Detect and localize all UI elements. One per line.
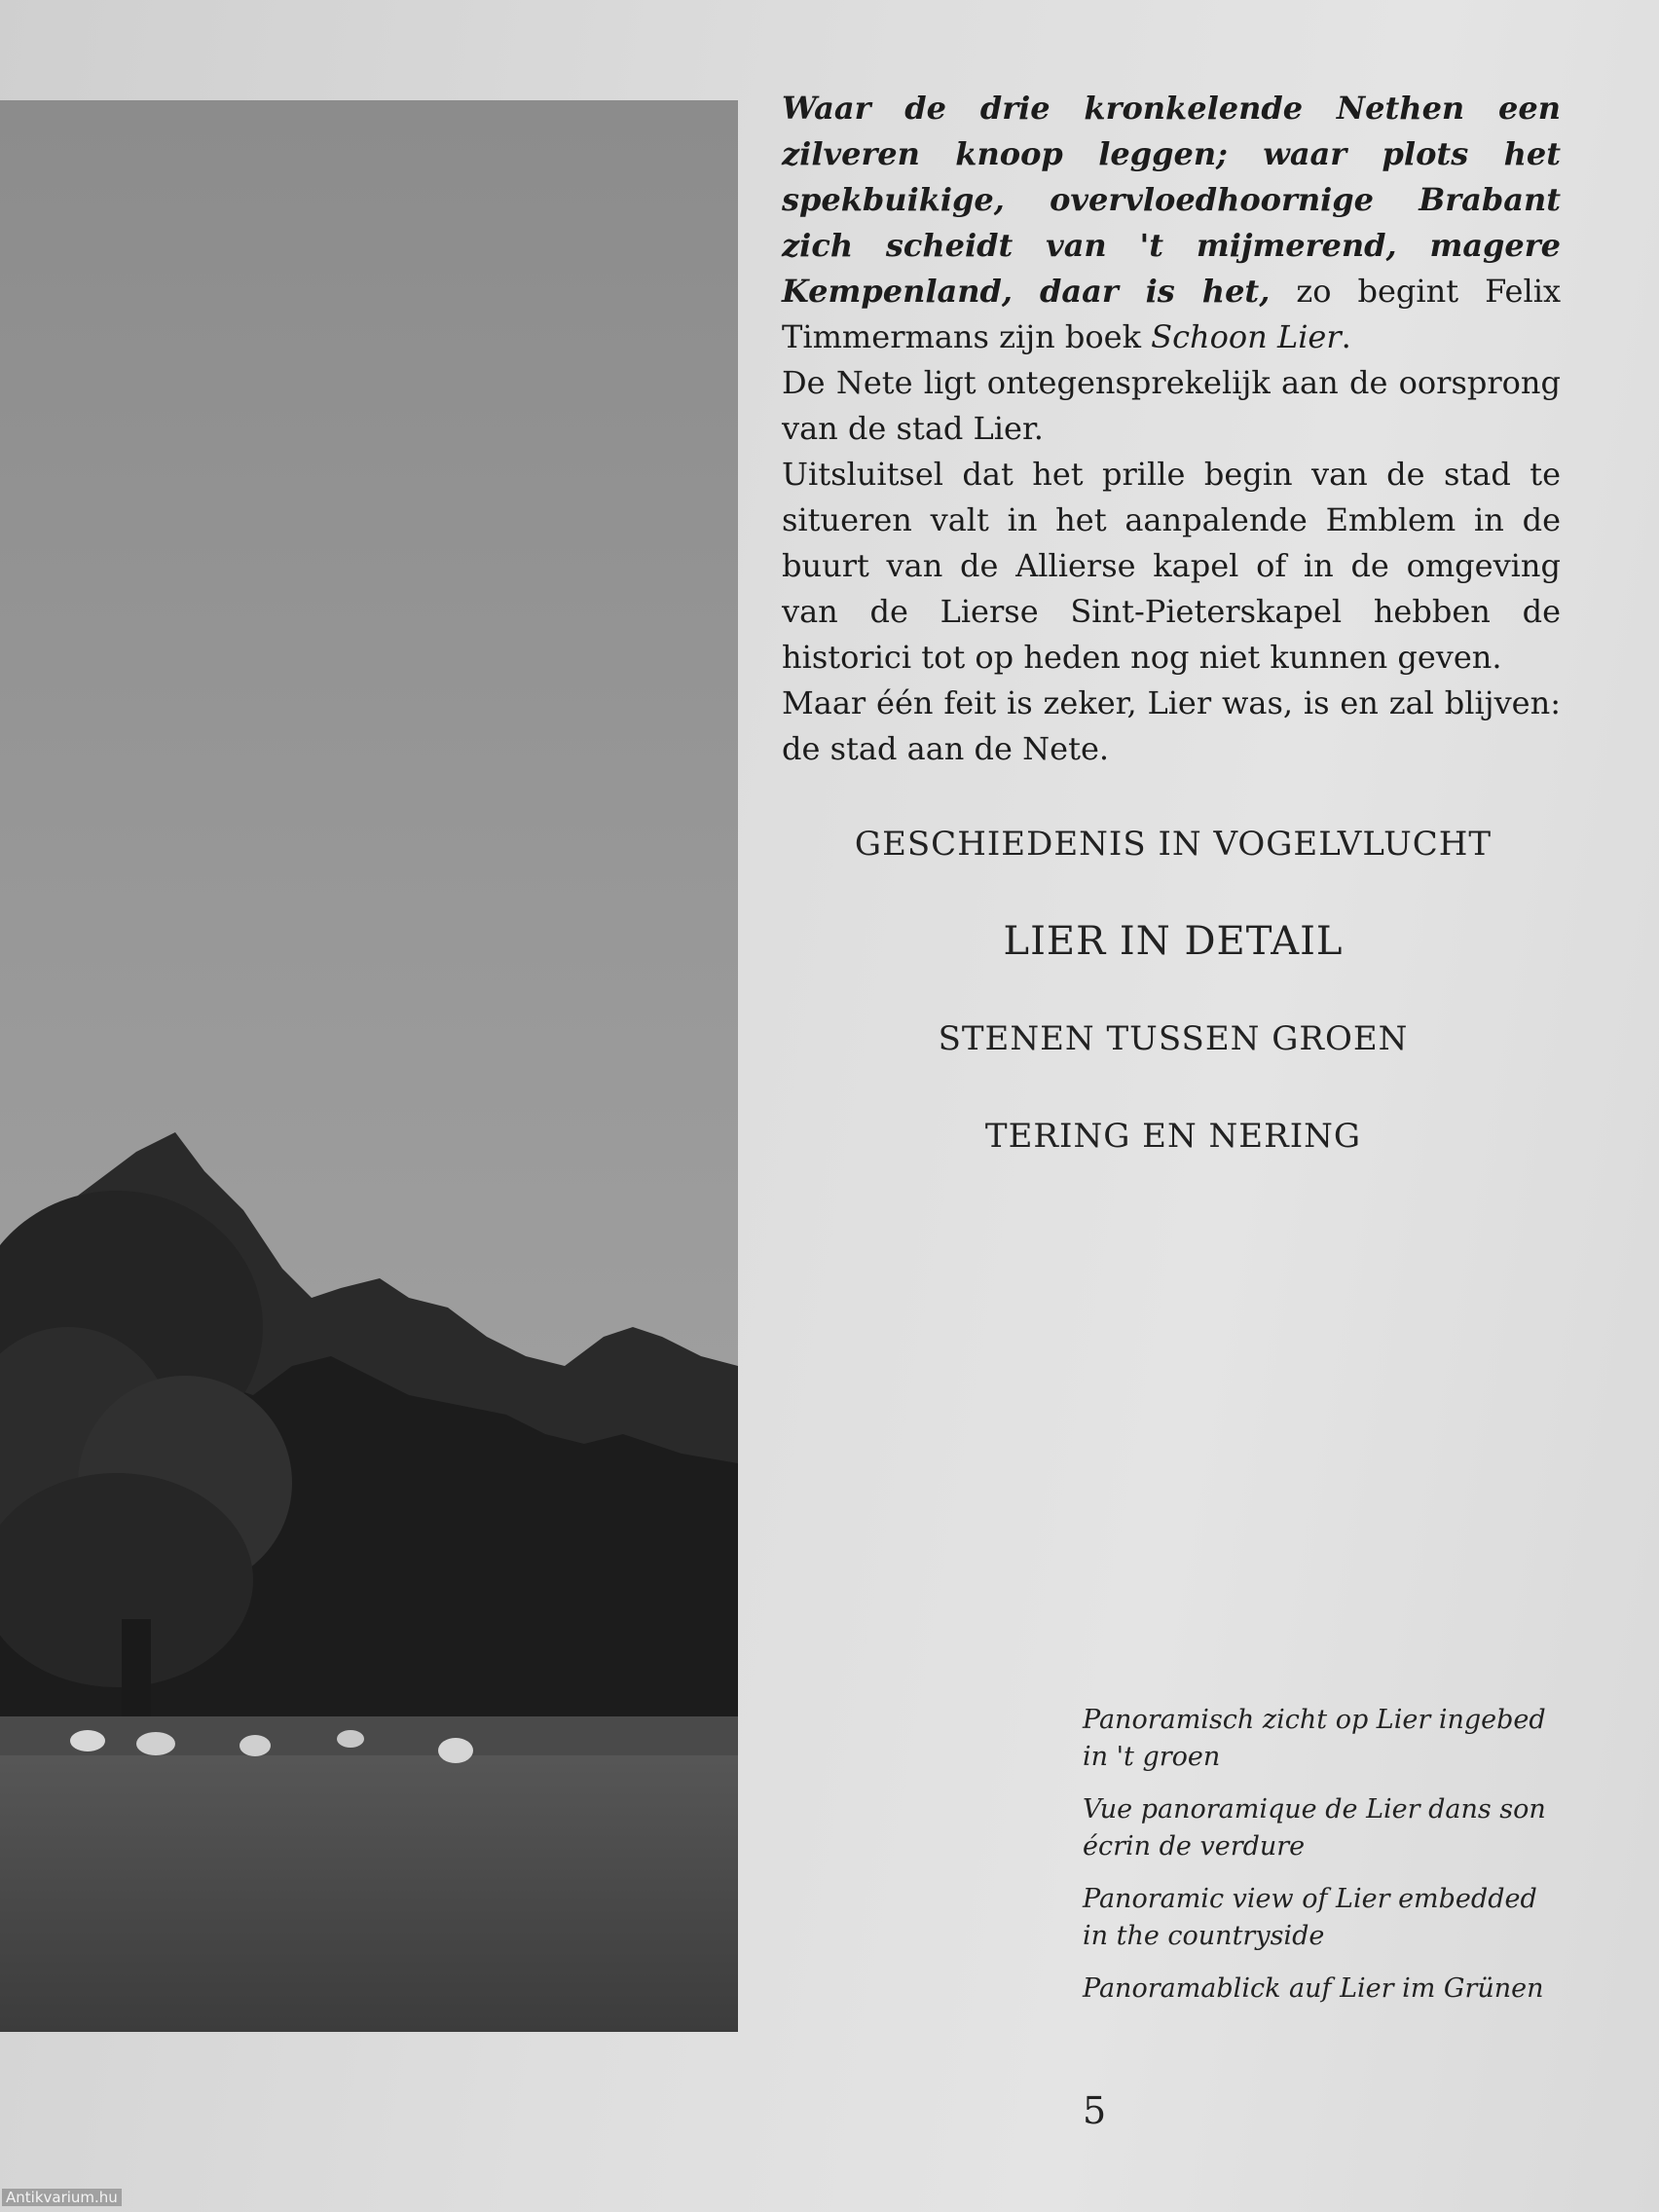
chapter-title: LIER IN DETAIL <box>1003 919 1344 964</box>
quote-end: . <box>1341 318 1351 355</box>
intro-paragraph-2: De Nete ligt ontegensprekelijk aan de oorsprong van de stad Lier. <box>782 364 1561 447</box>
chapter-title: TERING EN NERING <box>984 1117 1362 1156</box>
quote-italic: Waar de drie kronkelende Nethen een zilveren knoop leggen; waar plots het spekbuikige, overvloedhoornige Brabant zich scheidt van 't mijmerend, magere Kempenland, daar is het, <box>782 90 1561 310</box>
intro-text <box>782 86 1561 772</box>
intro-paragraph-4: Maar één feit is zeker, Lier was, is en zal blijven: de stad aan de Nete. <box>782 684 1561 767</box>
caption-english: Panoramic view of Lier embedded in the countryside <box>1083 1884 1537 1951</box>
caption-french: Vue panoramique de Lier dans son écrin de verdure <box>1083 1794 1546 1862</box>
intro-paragraph-3: Uitsluitsel dat het prille begin van de stad te situeren valt in het aanpalende Emblem in de buurt van de Allierse kapel of in de omgeving van de Lierse Sint-Pieterskapel hebben de historici tot op heden nog niet kunnen geven. <box>782 456 1561 676</box>
caption-german: Panoramablick auf Lier im Grünen <box>1083 1973 1544 2004</box>
landscape-photograph <box>0 100 738 2032</box>
quote-attribution: zo begint Felix Timmermans zijn boek <box>782 273 1561 355</box>
intro-paragraph-1 <box>782 86 1561 360</box>
chapter-title: GESCHIEDENIS IN VOGELVLUCHT <box>854 825 1493 864</box>
watermark: Antikvarium.hu <box>2 2189 122 2206</box>
chapter-list <box>759 818 1587 1207</box>
book-title: Schoon Lier <box>1151 318 1342 355</box>
page-number: 5 <box>1083 2089 1107 2132</box>
chapter-title: STENEN TUSSEN GROEN <box>938 1019 1409 1058</box>
photo-captions <box>1083 1702 1569 2023</box>
caption-dutch: Panoramisch zicht op Lier ingebed in 't groen <box>1083 1705 1546 1772</box>
